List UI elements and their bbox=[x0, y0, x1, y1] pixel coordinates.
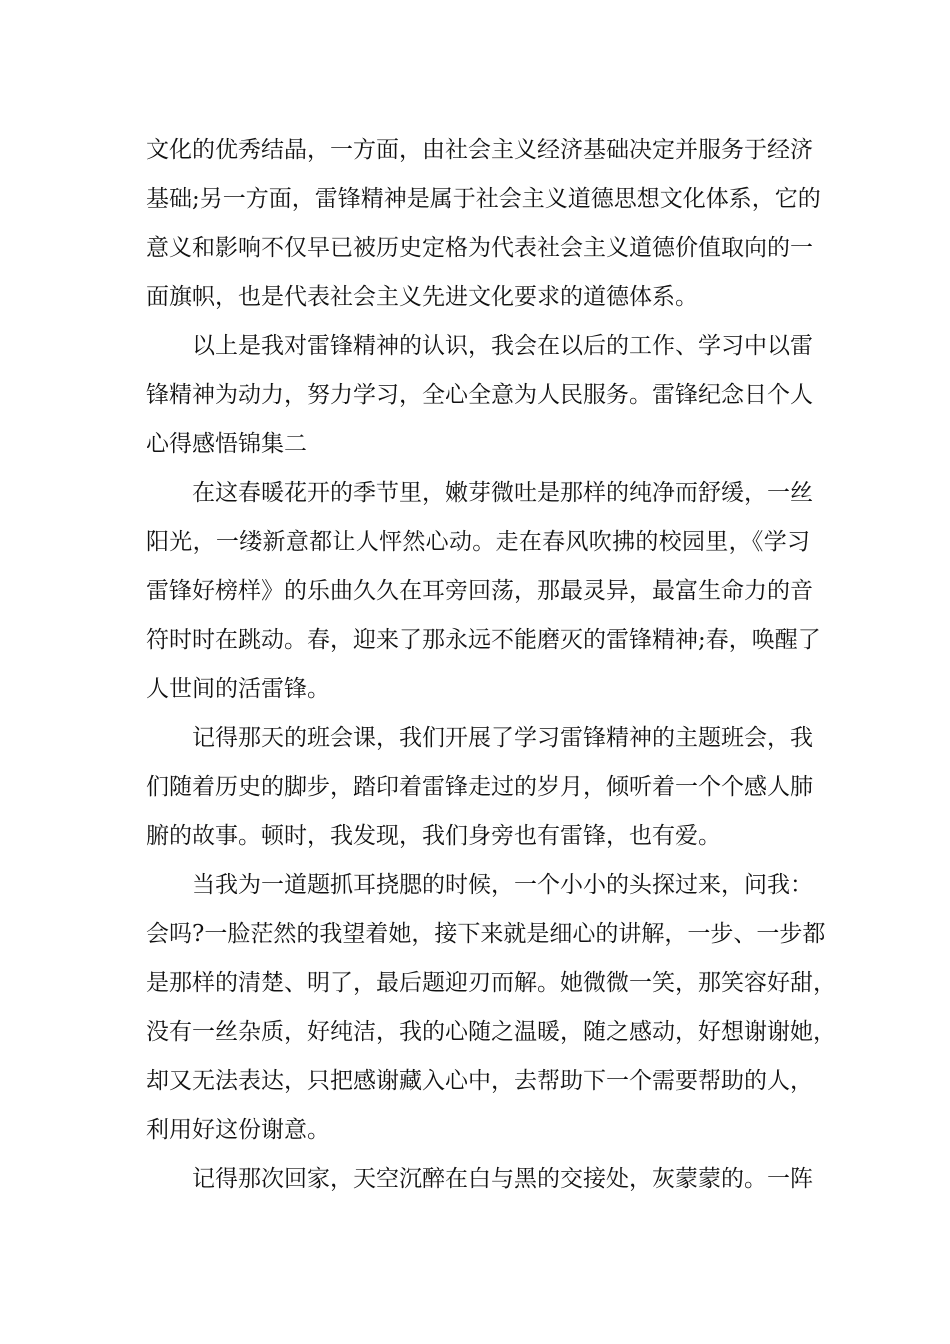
text-line: 是那样的清楚、明了，最后题迎刃而解。她微微一笑，那笑容好甜， bbox=[146, 970, 836, 996]
text-line: 们随着历史的脚步，踏印着雷锋走过的岁月，倾听着一个个感人肺 bbox=[146, 774, 813, 800]
text-line: 人世间的活雷锋。 bbox=[146, 676, 330, 702]
section-heading-line: 心得感悟锦集二 bbox=[146, 431, 307, 457]
text-line: 符时时在跳动。春，迎来了那永远不能磨灭的雷锋精神;春，唤醒了 bbox=[146, 627, 821, 653]
text-line: 会吗?一脸茫然的我望着她，接下来就是细心的讲解，一步、一步都 bbox=[146, 921, 826, 947]
text-line: 腑的故事。顿时，我发现，我们身旁也有雷锋，也有爱。 bbox=[146, 823, 721, 849]
text-line: 文化的优秀结晶，一方面，由社会主义经济基础决定并服务于经济 bbox=[146, 137, 813, 163]
paragraph-first-line: 当我为一道题抓耳挠腮的时候，一个小小的头探过来，问我： bbox=[192, 872, 813, 898]
text-line: 基础;另一方面，雷锋精神是属于社会主义道德思想文化体系，它的 bbox=[146, 186, 821, 212]
text-line: 雷锋好榜样》的乐曲久久在耳旁回荡，那最灵异，最富生命力的音 bbox=[146, 578, 813, 604]
paragraph-first-line: 记得那次回家，天空沉醉在白与黑的交接处，灰蒙蒙的。一阵 bbox=[192, 1166, 813, 1192]
text-line: 没有一丝杂质，好纯洁，我的心随之温暖，随之感动，好想谢谢她， bbox=[146, 1019, 836, 1045]
paragraph-first-line: 记得那天的班会课，我们开展了学习雷锋精神的主题班会，我 bbox=[192, 725, 813, 751]
text-line: 利用好这份谢意。 bbox=[146, 1117, 330, 1143]
text-line: 却又无法表达，只把感谢藏入心中，去帮助下一个需要帮助的人， bbox=[146, 1068, 813, 1094]
text-line: 面旗帜，也是代表社会主义先进文化要求的道德体系。 bbox=[146, 284, 698, 310]
text-line: 意义和影响不仅早已被历史定格为代表社会主义道德价值取向的一 bbox=[146, 235, 813, 261]
document-body bbox=[146, 126, 836, 1204]
paragraph-first-line: 在这春暖花开的季节里，嫩芽微吐是那样的纯净而舒缓，一丝 bbox=[192, 480, 813, 506]
text-line: 锋精神为动力，努力学习，全心全意为人民服务。雷锋纪念日个人 bbox=[146, 382, 813, 408]
paragraph-first-line: 以上是我对雷锋精神的认识，我会在以后的工作、学习中以雷 bbox=[192, 333, 813, 359]
text-line: 阳光，一缕新意都让人怦然心动。走在春风吹拂的校园里，《学习 bbox=[146, 529, 810, 555]
